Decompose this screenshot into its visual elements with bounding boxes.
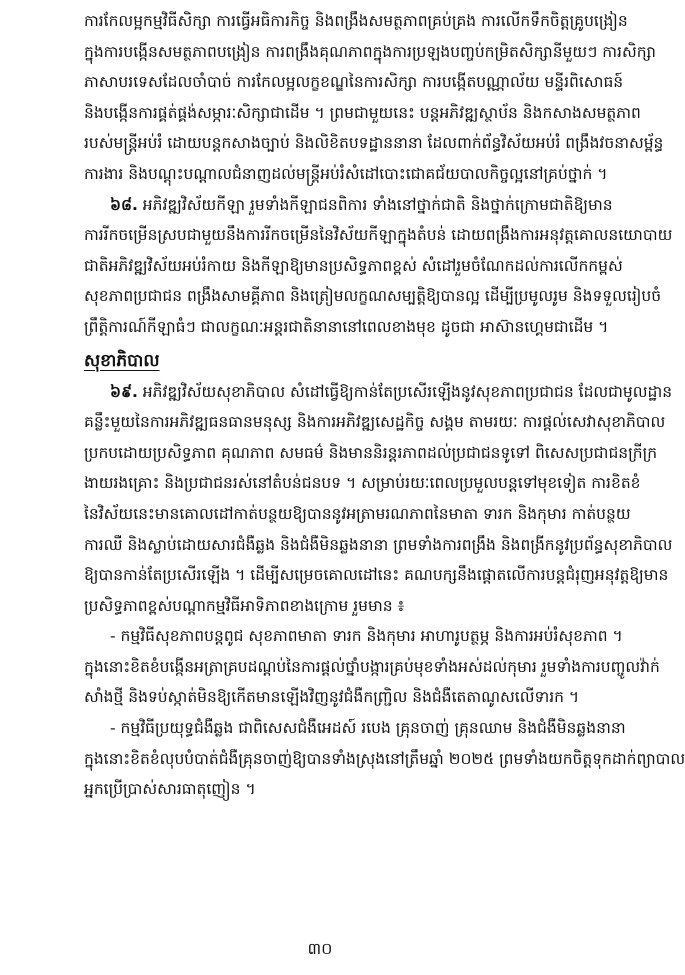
section-heading: សុខាភិបាល: [84, 350, 160, 371]
bullet-first-line: - កម្មវិធីប្រយុទ្ធជំងឺឆ្លង ជាពិសេសជំងឺអេដស៍ របេង គ្រុនចាញ់ គ្រុនឈាម និងជំងឺមិនឆ្លងនានា: [110, 719, 626, 738]
text-line: ប្រសិទ្ធភាពខ្ពស់បណ្តាកម្មវិធីអាទិភាពខាងក្រោម រួមមាន ៖: [84, 596, 405, 615]
paragraph-68: [84, 190, 673, 343]
text-span: អភិវឌ្ឍវិស័យសុខាភិបាល សំដៅធ្វើឱ្យកាន់តែប្រសើរឡើងនូវសុខភាពប្រជាជន ដែលជាមូលដ្ឋាន: [137, 382, 673, 401]
text-line: អ្នកប្រើប្រាស់សារធាតុញៀន ។: [84, 780, 256, 799]
text-line: ជាតិអភិវឌ្ឍវិស័យអប់រំកាយ និងកីឡាឱ្យមានប្រសិទ្ធភាពខ្ពស់ សំដៅរួមចំណែកដល់ការលើកកម្ពស់: [84, 256, 623, 275]
text-span: អភិវឌ្ឍវិស័យកីឡា រួមទាំងកីឡាជនពិការ ទាំងនៅថ្នាក់ជាតិ និងថ្នាក់ក្រោមជាតិឱ្យមាន: [137, 195, 613, 214]
paragraph-number: ៦៨.: [110, 195, 138, 214]
text-line: សុខភាពប្រជាជន ពង្រឹងសាមគ្គីភាព និងត្រៀមលក្ខណសម្បត្តិឱ្យបានល្អ ដើម្បីប្រមូលរូម និងទទួលរៀបចំ: [84, 287, 662, 306]
paragraph-first-line: [84, 190, 613, 221]
text-line: ក្នុងនោះខិតខំលុបបំបាត់ជំងឺគ្រុនចាញ់ឱ្យបានទាំងស្រុងនៅត្រឹមឆ្នាំ ២០២៥ ព្រមទាំងយកចិត្តទុកដាក់ព្យាបាល: [84, 749, 685, 768]
text-line: សាំងថ្មី និងទប់ស្កាត់មិនឱ្យកើតមានឡើងវិញនូវជំងឺកញ្ជ្រិល និងជំងឺតេតាណូសលើទារក ។: [84, 688, 580, 707]
text-line: និងបង្កើនការផ្គត់ផ្គង់សម្ភារៈសិក្សាជាដើម ។ ព្រមជាមួយនេះ បន្តអភិវឌ្ឍស្ថាប័ន និងកសាងសមត្ថភាព: [84, 103, 641, 122]
text-line: ការកែលម្អកម្មវិធីសិក្សា ការធ្វើអធិការកិច្ច និងពង្រឹងសមត្ថភាពគ្រប់គ្រង ការលើកទឹកចិត្តគ្រូបង្រៀន: [84, 12, 628, 30]
bullet-item-2: [84, 713, 685, 805]
text-line: ក្នុងការបង្កើនសមត្ថភាពបង្រៀន ការពង្រឹងគុណភាពក្នុងការប្រឡងបញ្ចប់កម្រិតសិក្សានីមួយៗ ការសិក្សា: [84, 42, 656, 61]
page-number: ៣០: [307, 939, 333, 958]
text-line: ក្នុងនោះខិតខំបង្កើនអត្រាគ្របដណ្តប់នៃការផ្តល់ថ្នាំបង្ការគ្រប់មុខទាំងអស់ដល់កុមារ រួមទាំងការបញ្ចូលវ៉ាក់: [84, 657, 660, 676]
text-line: គន្លឹះមួយនៃការអភិវឌ្ឍធនធានមនុស្ស និងការអភិវឌ្ឍសេដ្ឋកិច្ច សង្គម តាមរយៈ ការផ្តល់សេវាសុខាភិបាល: [84, 413, 666, 432]
text-line: ការឈឺ និងស្លាប់ដោយសារជំងឺឆ្លង និងជំងឺមិនឆ្លងនានា ព្រមទាំងការពង្រឹង និងពង្រីកនូវប្រព័ន្ធសុខាភិបាល: [84, 535, 673, 554]
bullet-item-1: [84, 621, 660, 713]
text-line: ងាយរងគ្រោះ និងប្រជាជនរស់នៅតំបន់ជនបទ ។ សម្រាប់រយៈពេលប្រមួលបន្តទៅមុខទៀត ការខិតខំ: [84, 474, 641, 493]
text-line: នៃវិស័យនេះមានគោលដៅកាត់បន្ថយឱ្យបាននូវអត្រាមរណភាពនៃមាតា ទារក និងកុមារ កាត់បន្ថយ: [84, 504, 631, 523]
paragraph-intro: [84, 6, 664, 190]
text-line: ព្រឹត្តិការណ៍កីឡាធំៗ ជាលក្ខណៈអន្តរជាតិនានានៅពេលខាងមុខ ដូចជា អាស៊ានហ្គេមជាដើម ។: [84, 317, 609, 336]
text-line: ការងារ និងបណ្តុះបណ្តាលជំនាញដល់មន្ត្រីអប់រំសំដៅបោះជោគជ័យបាលកិច្ចល្អនៅគ្រប់ថ្នាក់ ។: [84, 164, 608, 183]
text-line: ឱ្យបានកាន់តែប្រសើរឡើង ។ ដើម្បីសម្រេចគោលដៅនេះ គណបក្សនឹងផ្តោតលើការបន្តជំរុញអនុវត្តឱ្យមាន: [84, 566, 669, 585]
paragraph-first-line: [84, 377, 673, 408]
text-line: ប្រកបដោយប្រសិទ្ធភាព គុណភាព សមធម៌ និងមាននិរន្តរភាពដល់ប្រជាជនទូទៅ ពិសេសប្រជាជនក្រីក្រ: [84, 443, 658, 462]
text-line: របស់មន្ត្រីអប់រំ ដោយបន្តកសាងច្បាប់ និងលិខិតបទដ្ឋាននានា ដែលពាក់ព័ន្ធវិស័យអប់រំ ពង្រឹងវចនាសម្ព័ន្ធ: [84, 134, 664, 153]
bullet-first-line: - កម្មវិធីសុខភាពបន្តពូជ សុខភាពមាតា ទារក និងកុមារ អាហារូបត្ថម្ភ និងការអប់រំសុខភាព ។: [110, 627, 623, 646]
paragraph-number: ៦៩.: [110, 382, 138, 401]
text-line: ការរីកចម្រើនស្របជាមួយនឹងការរីកចម្រើននៃវិស័យកីឡាក្នុងតំបន់ ដោយពង្រឹងការអនុវត្តគោលនយោបាយ: [84, 226, 673, 245]
text-line: ភាសាបរទេសដែលចាំបាច់ ការកែលម្អលក្ខខណ្ឌនៃការសិក្សា ការបង្កើតបណ្ណាល័យ មន្ទីរពិសោធន៍: [84, 73, 624, 92]
paragraph-69: [84, 377, 673, 622]
